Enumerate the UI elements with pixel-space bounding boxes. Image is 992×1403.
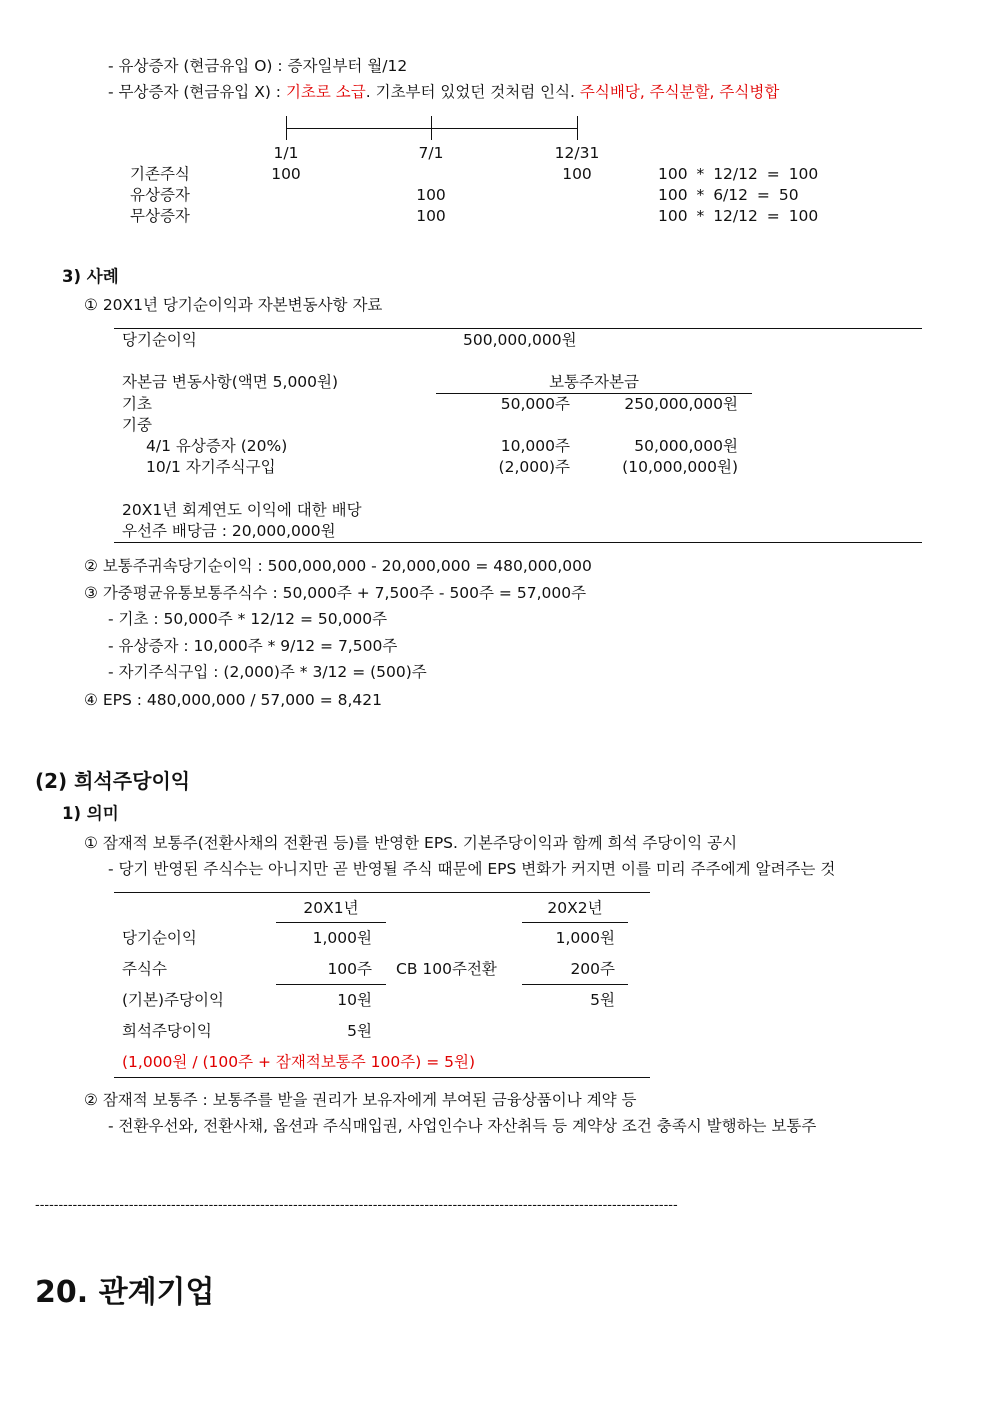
table-row-label: 희석주당이익 (122, 1022, 212, 1040)
table-row-label: 10/1 자기주식구입 (146, 458, 276, 476)
table-row-label: 4/1 유상증자 (20%) (146, 437, 288, 455)
list-subitem: - 기초 : 50,000주 * 12/12 = 50,000주 (108, 610, 388, 628)
list-item: ② 보통주귀속당기순이익 : 500,000,000 - 20,000,000 = 480,000,000 (84, 557, 592, 575)
table-rule (114, 542, 922, 543)
table-rule (522, 984, 628, 985)
table-cell: 200주 (570, 960, 615, 978)
table-cell: 50,000,000원 (634, 437, 738, 455)
timeline-axis (286, 128, 578, 129)
timeline-row-label: 유상증자 (130, 186, 190, 204)
table-header: 20X1년 (303, 899, 359, 917)
list-item: ① 잠재적 보통주(전환사채의 전환권 등)를 반영한 EPS. 기본주당이익과 함께 희석 주당이익 공시 (84, 834, 738, 852)
table-cell: 1,000원 (555, 929, 615, 947)
timeline-date: 12/31 (554, 144, 600, 162)
list-item: ④ EPS : 480,000,000 / 57,000 = 8,421 (84, 691, 383, 709)
timeline-calc: 100 * 12/12 = 100 (658, 165, 819, 183)
net-income-label: 당기순이익 (122, 331, 197, 349)
list-item: ① 20X1년 당기순이익과 자본변동사항 자료 (84, 296, 383, 314)
section-heading: 3) 사례 (62, 267, 119, 286)
section-heading: (2) 희석주당이익 (35, 769, 191, 793)
table-rule (276, 984, 386, 985)
table-rule (114, 892, 650, 893)
timeline-tick (286, 116, 287, 140)
text-line: - 유상증자 (현금유입 O) : 증자일부터 월/12 (108, 57, 408, 75)
capital-header: 보통주자본금 (549, 373, 639, 391)
timeline-calc: 100 * 12/12 = 100 (658, 207, 819, 225)
table-cell: 10원 (337, 991, 372, 1009)
table-row-label: 당기순이익 (122, 929, 197, 947)
table-rule (114, 328, 922, 329)
table-row-label: 기중 (122, 416, 152, 434)
timeline-tick (431, 116, 432, 140)
table-row-label: 주식수 (122, 960, 167, 978)
list-subitem: - 당기 반영된 주식수는 아니지만 곧 반영될 주식 때문에 EPS 변화가 커지면 이를 미리 주주에게 알려주는 것 (108, 860, 836, 878)
table-cell: 1,000원 (312, 929, 372, 947)
timeline-date: 7/1 (418, 144, 444, 162)
chapter-title: 20. 관계기업 (35, 1275, 215, 1310)
list-subitem: - 자기주식구입 : (2,000)주 * 3/12 = (500)주 (108, 663, 427, 681)
timeline-tick (577, 116, 578, 140)
timeline-value: 100 (562, 165, 592, 183)
table-rule (522, 922, 628, 923)
table-cell: (2,000)주 (498, 458, 570, 476)
net-income-value: 500,000,000원 (463, 331, 577, 349)
timeline-value: 100 (271, 165, 301, 183)
table-row-label: 기초 (122, 395, 152, 413)
dashed-divider: ----------------------------------------------------------------------------------------------------------------------------------------- (35, 1198, 678, 1213)
list-item: ② 잠재적 보통주 : 보통주를 받을 권리가 보유자에게 부여된 금융상품이나 계약 등 (84, 1091, 637, 1109)
table-row-label: (기본)주당이익 (122, 991, 224, 1009)
timeline-row-label: 기존주식 (130, 165, 190, 183)
table-cell: (10,000,000원) (622, 458, 738, 476)
table-cell: 100주 (327, 960, 372, 978)
table-header: 20X2년 (547, 899, 603, 917)
table-cell: CB 100주전환 (396, 960, 497, 978)
capital-label: 자본금 변동사항(액면 5,000원) (122, 373, 339, 391)
table-cell: 5원 (347, 1022, 372, 1040)
timeline-value: 100 (416, 207, 446, 225)
table-rule (114, 1077, 650, 1078)
table-cell: 50,000주 (500, 395, 570, 413)
list-subitem: - 유상증자 : 10,000주 * 9/12 = 7,500주 (108, 637, 398, 655)
table-cell: 5원 (590, 991, 615, 1009)
list-item: ③ 가중평균유통보통주식수 : 50,000주 + 7,500주 - 500주 = 57,000주 (84, 584, 587, 602)
timeline-calc: 100 * 6/12 = 50 (658, 186, 799, 204)
table-rule (276, 922, 386, 923)
dividend-text: 우선주 배당금 : 20,000,000원 (122, 522, 336, 540)
text-line: - 무상증자 (현금유입 X) : 기초로 소급. 기초부터 있었던 것처럼 인식. 주식배당, 주식분할, 주식병합 (108, 83, 780, 101)
timeline-row-label: 무상증자 (130, 207, 190, 225)
table-cell: 10,000주 (500, 437, 570, 455)
list-subitem: - 전환우선와, 전환사채, 옵션과 주식매입권, 사업인수나 자산취득 등 계약상 조건 충족시 발행하는 보통주 (108, 1117, 817, 1135)
table-note: (1,000원 / (100주 + 잠재적보통주 100주) = 5원) (122, 1053, 476, 1071)
section-subheading: 1) 의미 (62, 804, 119, 823)
table-cell: 250,000,000원 (624, 395, 738, 413)
timeline-value: 100 (416, 186, 446, 204)
dividend-text: 20X1년 회계연도 이익에 대한 배당 (122, 501, 362, 519)
timeline-date: 1/1 (273, 144, 299, 162)
